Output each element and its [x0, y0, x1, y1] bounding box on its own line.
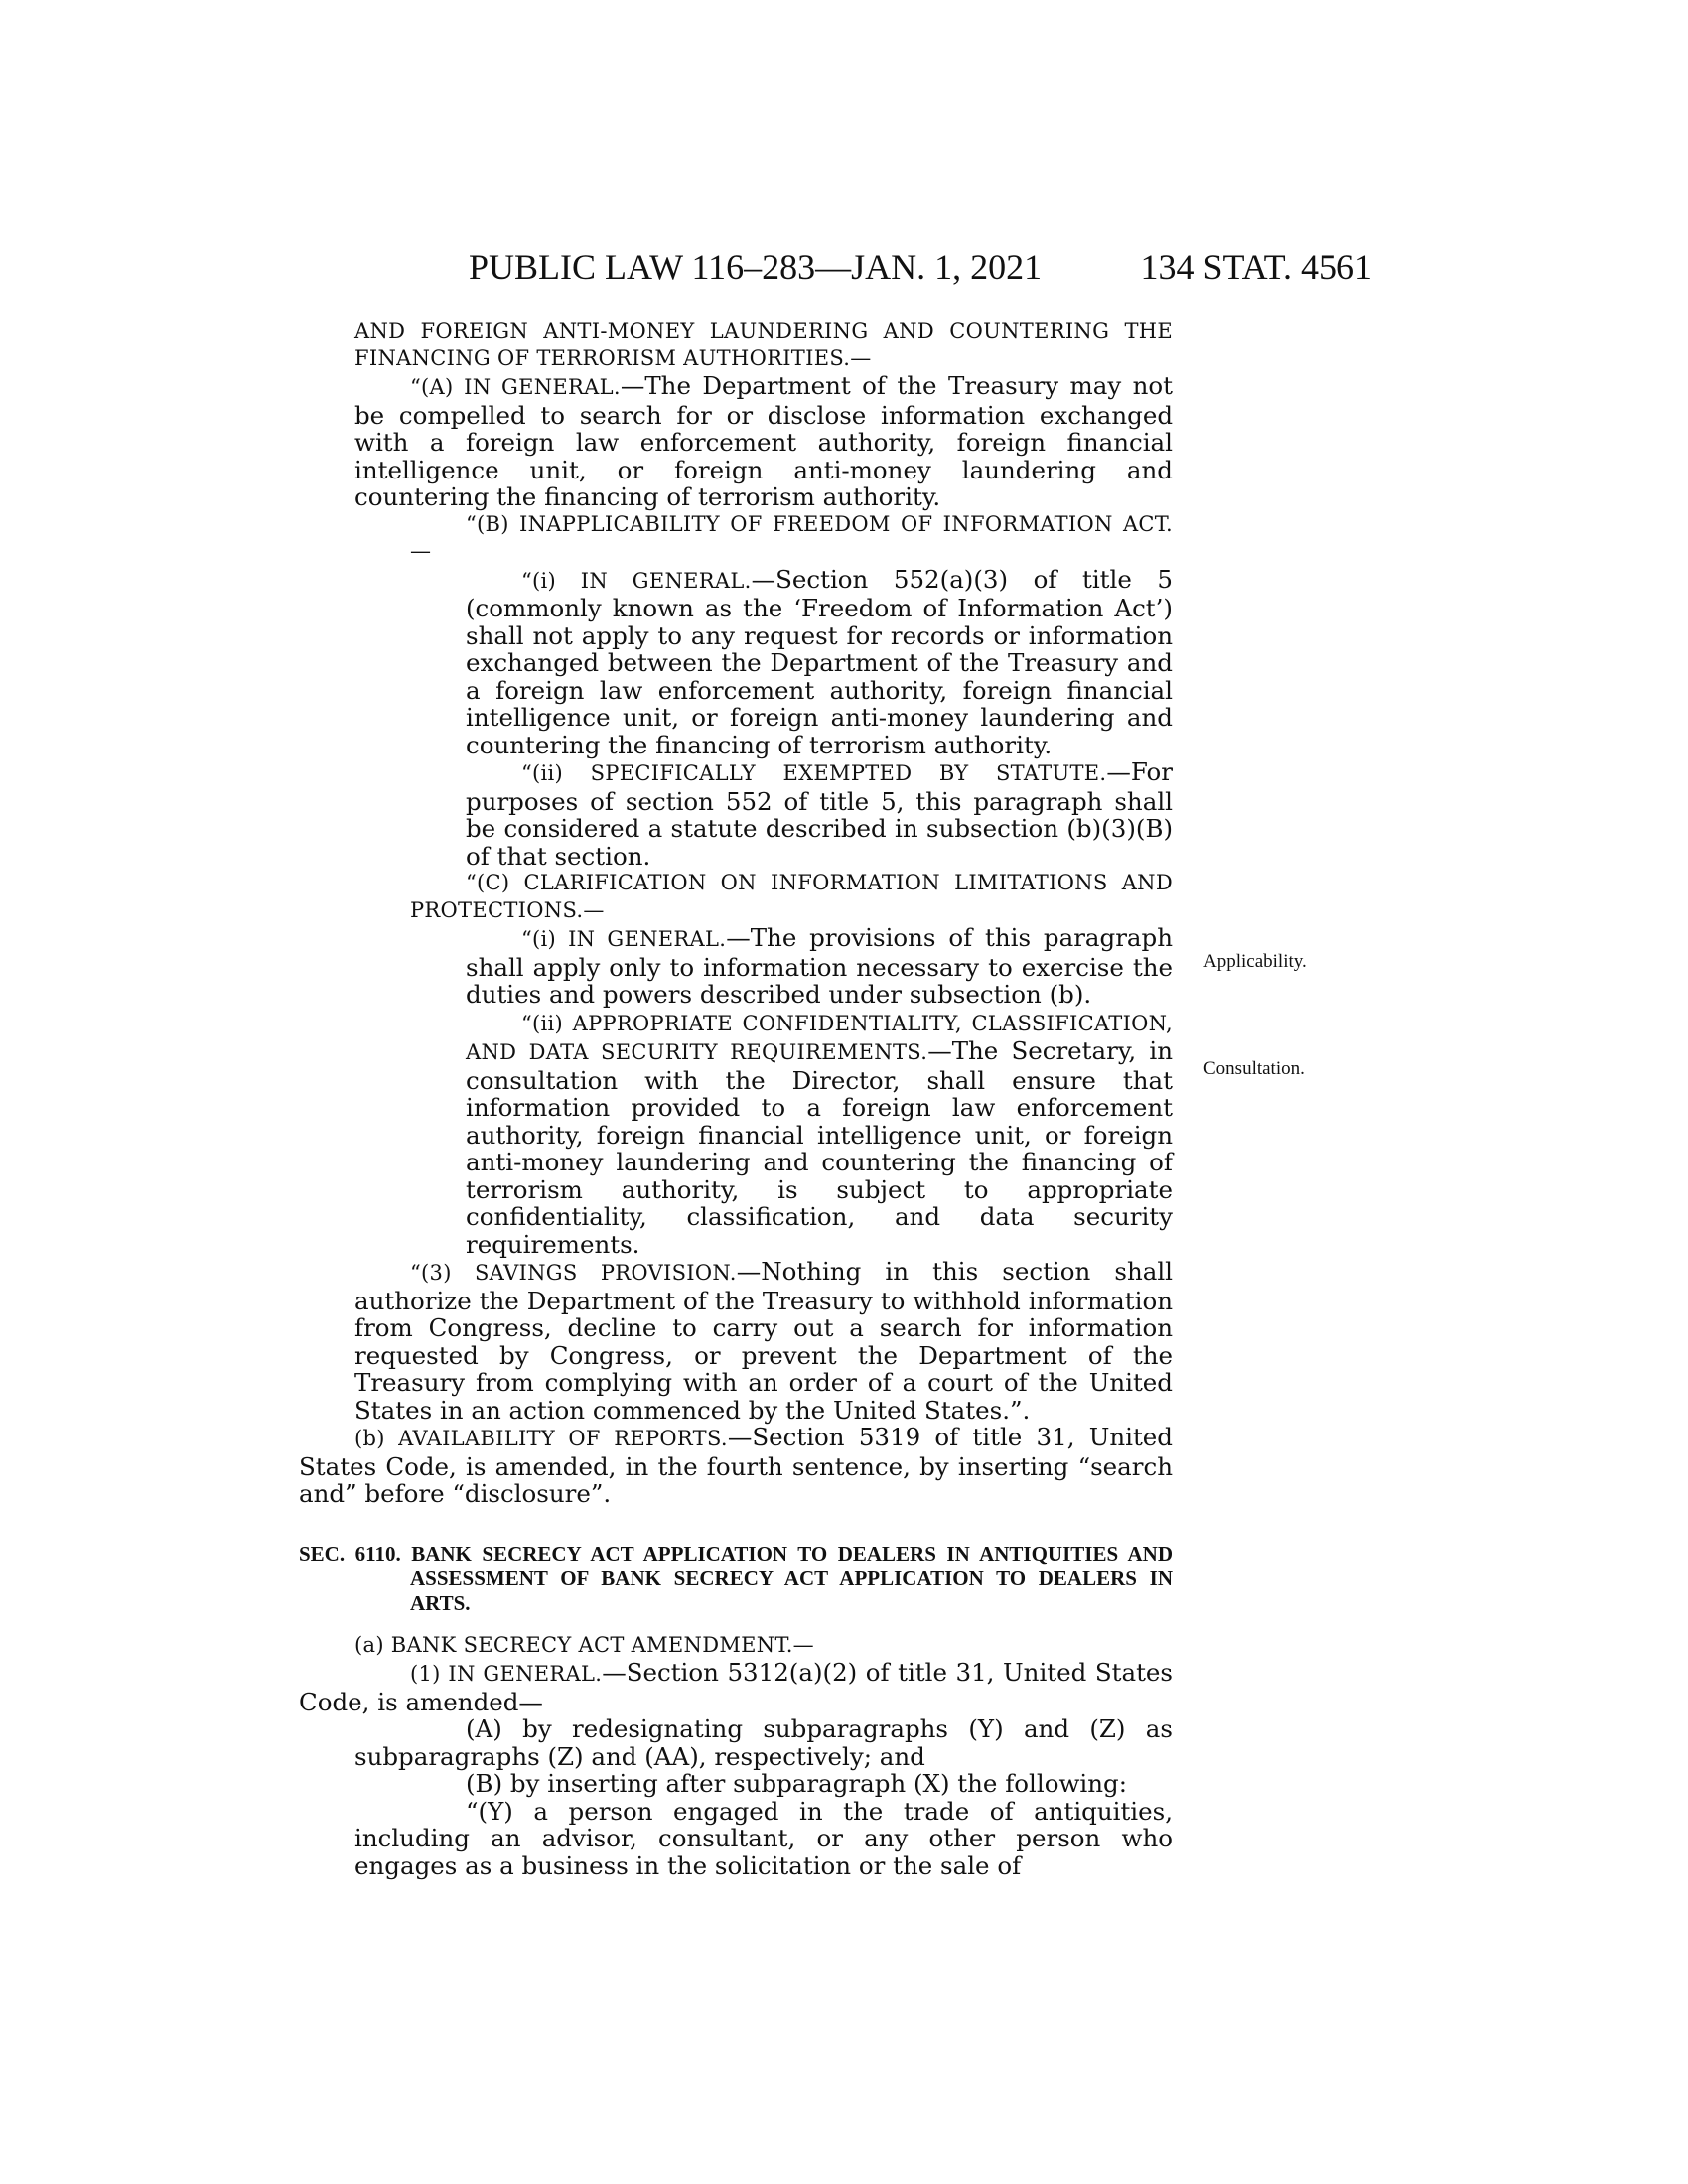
paragraph-B-ii-heading: “(ii) SPECIFICALLY EXEMPTED BY STATUTE.: [521, 761, 1107, 785]
paragraph-3-text: —Nothing in this section shall authorize the Department of the Treasury to withhold information from Congress, decline to carry out a search for information requested by Congress, or prevent the Department of the Treasury from complying with an order of a court of the United States in an action commenced by the United States.”.: [354, 1257, 1174, 1425]
document-body: [299, 318, 1173, 1879]
header-stat-page: 134 STAT. 4561: [1140, 247, 1372, 287]
paragraph-C-ii-text: —The Secretary, in consultation with the Director, shall ensure that information provided to a foreign law enforcement authority, foreign financial intelligence unit, or foreign anti-money laundering and countering the financing of terrorism authority, is subject to appropriate confidentiality, classification, and data security requirements.: [466, 1036, 1173, 1259]
paragraph-C-ii-heading: “(ii) APPROPRIATE CONFIDENTIALITY, CLASSIFICATION, AND DATA SECURITY REQUIREMENTS.: [466, 1011, 1173, 1064]
paragraph-A-heading: “(A) IN GENERAL.: [410, 375, 621, 399]
paragraph-C-i: [466, 924, 1173, 1009]
paragraph-B-inserting: (B) by inserting after subparagraph (X) the following:: [466, 1769, 1127, 1798]
margin-note-consultation: Consultation.: [1203, 1058, 1305, 1079]
paragraph-A-text: —The Department of the Treasury may not be compelled to search for or disclose information exchanged with a foreign law enforcement authority, foreign financial intelligence unit, or foreign anti-money laundering and countering the financing of terrorism authority.: [354, 371, 1173, 511]
paragraph-1-in-general: [299, 1659, 1173, 1715]
paragraph-b-reports: [299, 1424, 1173, 1508]
paragraph-B-heading: “(B) INAPPLICABILITY OF FREEDOM OF INFORMATION ACT.—: [410, 511, 1173, 563]
paragraph-1-text: —Section 5312(a)(2) of title 31, United States Code, is amended—: [299, 1658, 1173, 1716]
paragraph-authorities-heading: AND FOREIGN ANTI-MONEY LAUNDERING AND COUNTERING THE FINANCING OF TERRORISM AUTHORITIES.—: [354, 319, 1173, 370]
header-public-law: PUBLIC LAW 116–283—JAN. 1, 2021: [469, 247, 1043, 287]
page-header: [469, 246, 1372, 290]
paragraph-C-i-text: —The provisions of this paragraph shall apply only to information necessary to exercise the duties and powers described under subsection (b).: [466, 923, 1173, 1009]
paragraph-C-i-heading: “(i) IN GENERAL.: [521, 927, 727, 951]
paragraph-A-redesignating: (A) by redesignating subparagraphs (Y) and (Z) as subparagraphs (Z) and (AA), respectively; and: [354, 1714, 1173, 1771]
paragraph-a-amendment-heading: (a) BANK SECRECY ACT AMENDMENT.—: [354, 1632, 814, 1657]
paragraph-b-heading: (b) AVAILABILITY OF REPORTS.: [354, 1427, 728, 1450]
paragraph-B-i-text: —Section 552(a)(3) of title 5 (commonly known as the ‘Freedom of Information Act’) shall not apply to any request for records or information exchanged between the Department of the Treasury and a foreign law enforcement authority, foreign financial intelligence unit, or foreign anti-money laundering and countering the financing of terrorism authority.: [466, 564, 1173, 759]
margin-note-applicability: Applicability.: [1203, 951, 1307, 972]
paragraph-B-ii: [466, 758, 1173, 870]
paragraph-1-heading: (1) IN GENERAL.: [410, 1662, 603, 1686]
paragraph-B-i: [466, 566, 1173, 759]
paragraph-3-savings: [354, 1258, 1173, 1424]
paragraph-C-heading: “(C) CLARIFICATION ON INFORMATION LIMITATIONS AND PROTECTIONS.—: [410, 871, 1173, 922]
paragraph-B-ii-text: —For purposes of section 552 of title 5, this paragraph shall be considered a statute described in subsection (b)(3)(B) of that section.: [466, 757, 1173, 871]
paragraph-C-ii: [466, 1009, 1173, 1259]
paragraph-B-i-heading: “(i) IN GENERAL.: [521, 568, 752, 593]
paragraph-3-heading: “(3) SAVINGS PROVISION.: [410, 1261, 737, 1285]
paragraph-b-text: —Section 5319 of title 31, United States Code, is amended, in the fourth sentence, by inserting “search and” before “disclosure”.: [299, 1423, 1173, 1508]
paragraph-Y-antiquities: “(Y) a person engaged in the trade of antiquities, including an advisor, consultant, or any other person who engages as a business in the solicitation or the sale of: [354, 1796, 1173, 1880]
section-6110-heading: SEC. 6110. BANK SECRECY ACT APPLICATION TO DEALERS IN ANTIQUITIES AND ASSESSMENT OF BANK SECRECY ACT APPLICATION TO DEALERS IN ARTS.: [299, 1541, 1173, 1615]
paragraph-A-in-general: [354, 372, 1173, 511]
